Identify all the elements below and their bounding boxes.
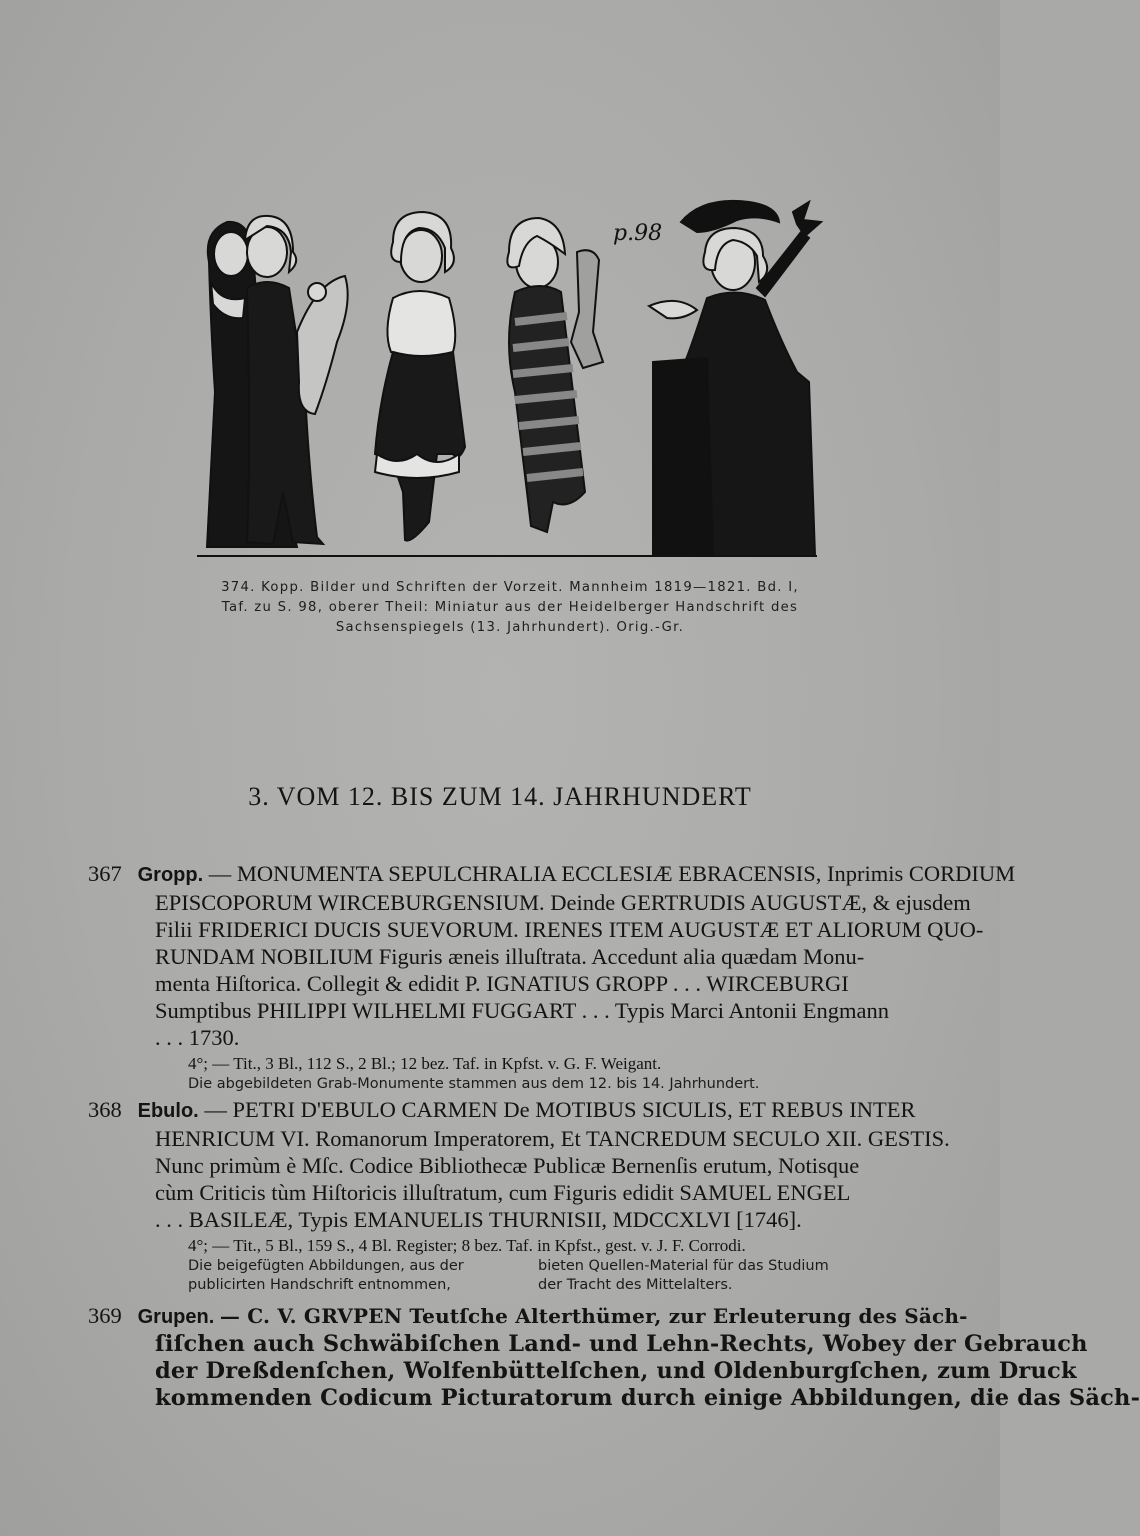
caption-line: Taf. zu S. 98, oberer Theil: Miniatur aus der Heidelberger Handschrift des [221,600,799,615]
entry-number: 367 [88,861,122,886]
entry-collation: 4°; — Tit., 5 Bl., 159 S., 4 Bl. Register; 8 bez. Taf. in Kpfst., gest. v. J. F. Corrodi. [188,1236,746,1255]
entry-collation: 4°; — Tit., 3 Bl., 112 S., 2 Bl.; 12 bez. Taf. in Kpfst. v. G. F. Weigant. [188,1054,662,1073]
entry-head: Ebulo. [137,1100,199,1122]
entry-369 [88,1302,1140,1412]
figure-seated-lord [649,201,821,556]
figure-striped-man [507,218,603,532]
entry-line: Sumptibus PHILIPPI WILHELMI FUGGART . . . Typis Marci Antonii Engmann [155,998,889,1023]
entry-note-columns [88,1257,888,1295]
entry-number: 369 [88,1303,122,1328]
note-line: bieten Quellen-Material für das Studium [538,1258,829,1274]
entry-line: Filii FRIDERICI DUCIS SUEVORUM. IRENES ITEM AUGUSTÆ ET ALIORUM QUO- [155,917,984,942]
entry-head: Gropp. [137,864,204,886]
entry-368 [88,1096,950,1295]
entry-line: menta Hiſtorica. Collegit & edidit P. IGNATIUS GROPP . . . WIRCEBURGI [155,971,849,996]
note-line: publicirten Handschrift entnommen, [188,1277,451,1293]
caption-line: 374. Kopp. Bilder und Schriften der Vorzeit. Mannheim 1819—1821. Bd. I, [221,580,799,595]
entry-line: — C. V. GRVPEN Teutſche Alterthümer, zur Erleuterung des Säch- [219,1304,968,1328]
caption-line: Sachsenspiegels (13. Jahrhundert). Orig.-Gr. [335,620,685,635]
entry-367 [88,860,1016,1094]
figure-man-with-fish [245,216,348,544]
entry-line: — PETRI D'EBULO CARMEN De MOTIBUS SICULIS, ET REBUS INTER [204,1097,916,1122]
entry-line: EPISCOPORUM WIRCEBURGENSIUM. Deinde GERTRUDIS AUGUSTÆ, & ejusdem [155,890,971,915]
note-line: Die beigefügten Abbildungen, aus der [188,1258,464,1274]
section-title: 3. VOM 12. BIS ZUM 14. JAHRHUNDERT [248,782,752,811]
sachsenspiegel-miniature [197,192,817,560]
entry-line: RUNDAM NOBILIUM Figuris æneis illuſtrata. Accedunt alia quædam Monu- [155,944,865,969]
miniature-illustration [197,192,817,560]
entry-line: ſiſchen auch Schwäbiſchen Land- und Lehn-Rechts, Wobey der Gebrauch [155,1331,1088,1357]
entry-note: Die abgebildeten Grab-Monumente stammen aus dem 12. bis 14. Jahrhundert. [188,1076,760,1092]
entry-head: Grupen. [137,1306,215,1328]
entry-line: Nunc primùm è Mſc. Codice Bibliothecæ Publicæ Bernenſis erutum, Notisque [155,1153,860,1178]
note-left [188,1257,538,1295]
figure-annotation: p.98 [613,221,663,246]
figure-caption [170,578,850,638]
entry-line: cùm Criticis tùm Hiſtoricis illuſtratum, cum Figuris edidit SAMUEL ENGEL [155,1180,851,1205]
figure-young-man [375,212,465,541]
entry-line: . . . BASILEÆ, Typis EMANUELIS THURNISII, MDCCXLVI [1746]. [155,1207,802,1232]
entry-line: . . . 1730. [155,1025,240,1050]
entry-line: HENRICUM VI. Romanorum Imperatorem, Et TANCREDUM SECULO XII. GESTIS. [155,1126,950,1151]
entry-line: kommenden Codicum Picturatorum durch einige Abbildungen, die das Säch- [155,1385,1140,1411]
note-line: der Tracht des Mittelalters. [538,1277,733,1293]
entry-number: 368 [88,1097,122,1122]
entry-line: der Dreßdenſchen, Wolfenbüttelſchen, und Oldenburgſchen, zum Druck [155,1358,1077,1384]
note-right [538,1257,888,1295]
entry-line: — MONUMENTA SEPULCHRALIA ECCLESIÆ EBRACENSIS, Inprimis CORDIUM [208,861,1016,886]
